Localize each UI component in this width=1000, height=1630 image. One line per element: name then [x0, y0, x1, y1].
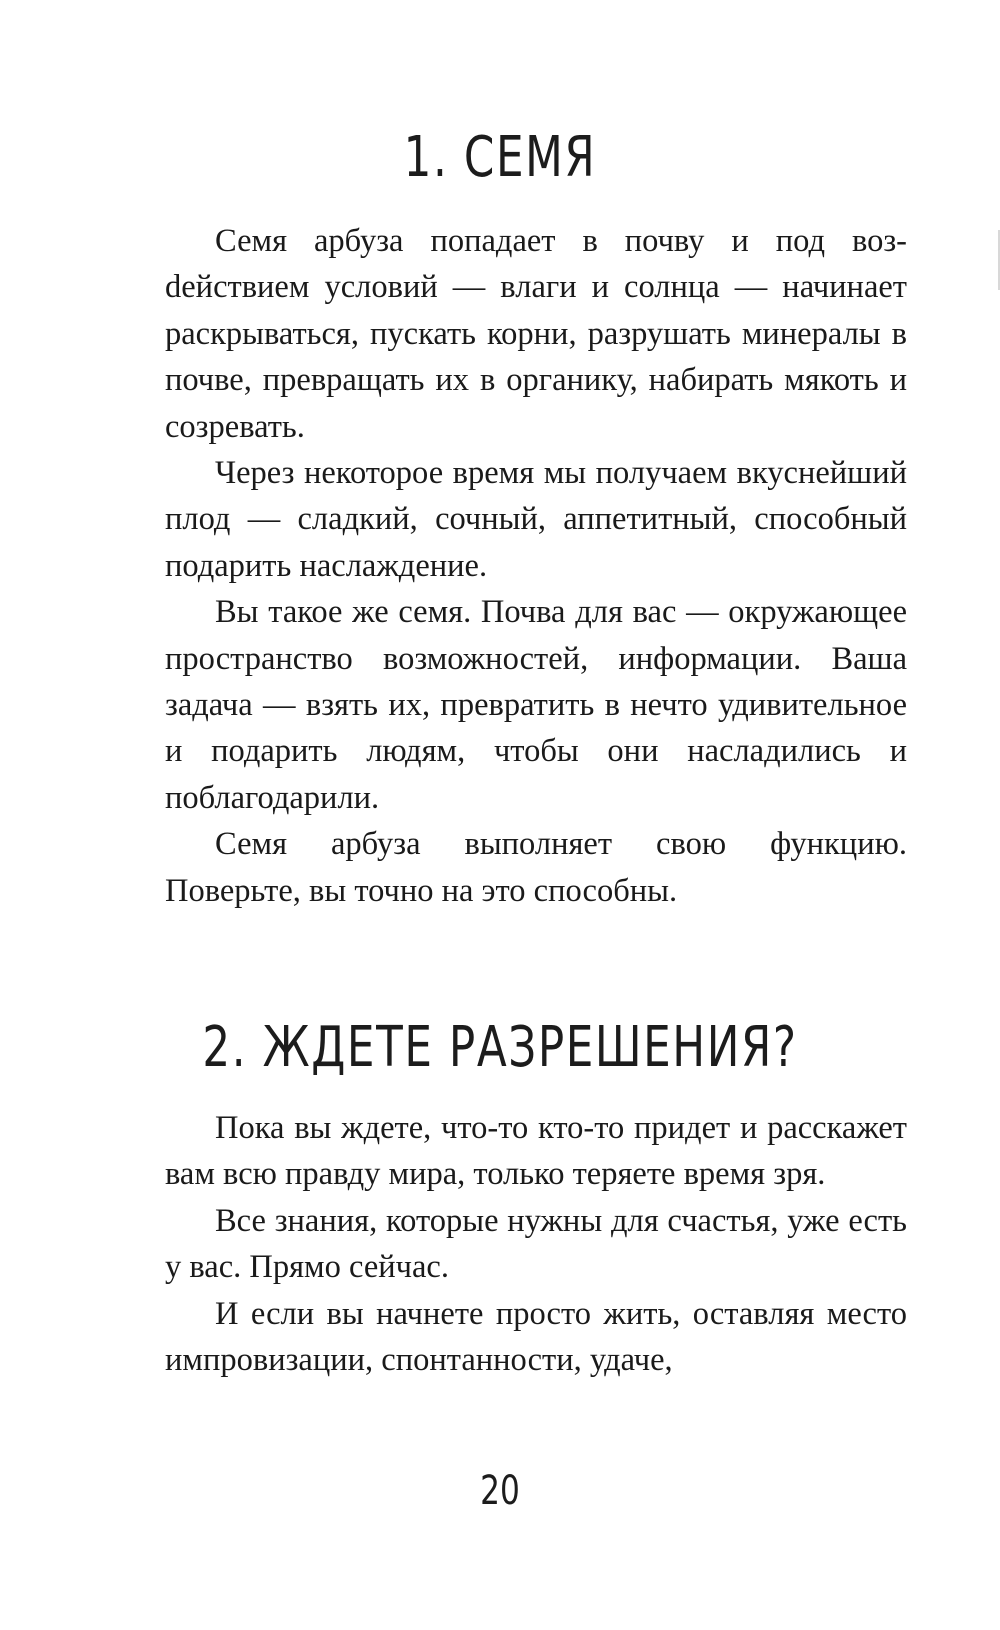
paragraph: Все знания, которые нужны для счастья, уже есть у вас. Прямо сейчас.: [165, 1202, 907, 1286]
paragraph: И если вы начнете просто жить, оставляя место импровизации, спонтанности, удаче,: [165, 1295, 907, 1379]
paragraph: Семя арбуза попадает в почву и под возdействием условий — влаги и солнца — начинает раскрываться, пускать корни, разрушать минералы в почве, превращать их в органику, набирать мякоть и созревать.: [165, 223, 907, 445]
section-1-body: [165, 218, 907, 914]
paragraph: Через некоторое время мы получаем вкуснейший плод — сладкий, сочный, аппетитный, способный подарить наслаждение.: [165, 455, 907, 584]
paragraph: Вы такое же семя. Почва для вас — окружающее пространство возможностей, информации. Ваша задача — взять их, превратить в нечто удивительное и подарить людям, чтобы они насладились и поблагодарили.: [165, 594, 907, 816]
section-2-body: [165, 1105, 907, 1383]
paragraph: Пока вы ждете, что-то кто-то придет и расскажет вам всю правду мира, только теряете время зря.: [165, 1110, 907, 1193]
page-number: 20: [480, 1468, 520, 1514]
section-2-heading: 2. ЖДЕТЕ РАЗРЕШЕНИЯ?: [202, 1015, 798, 1080]
paragraph: Семя арбуза выполняет свою функцию. Поверьте, вы точно на это способны.: [165, 826, 907, 909]
section-1-heading: 1. СЕМЯ: [403, 125, 597, 190]
